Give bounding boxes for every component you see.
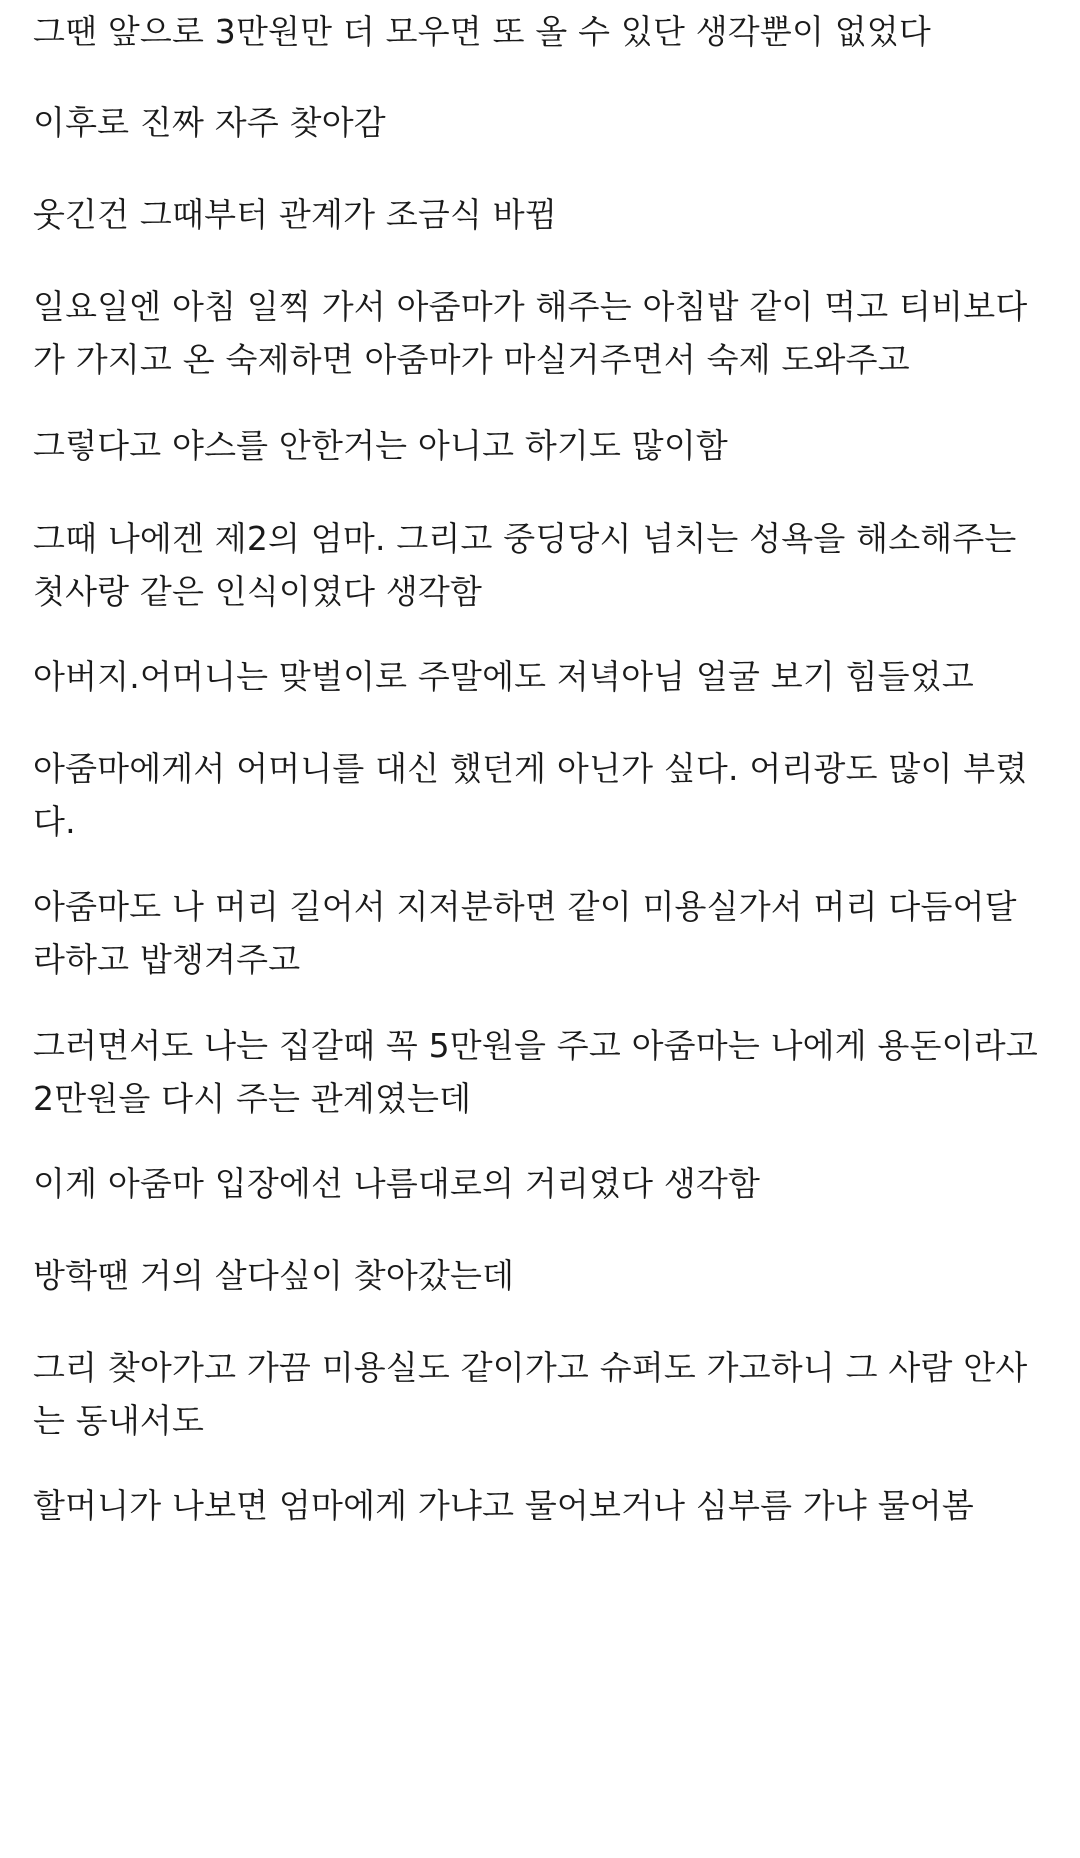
paragraph-line: 그땐 앞으로 3만원만 더 모우면 또 올 수 있단 생각뿐이 없었다 [33,12,931,51]
paragraph [33,880,1053,986]
paragraph-line: 그렇다고 야스를 안한거는 아니고 하기도 많이함 [33,426,729,465]
paragraph-line: 웃긴건 그때부터 관계가 조금식 바뀜 [33,195,557,234]
paragraph [33,650,1053,703]
paragraph [33,1157,1053,1210]
paragraph [33,512,1053,618]
paragraph [33,419,1053,472]
paragraph-line: 아줌마에게서 어머니를 대신 했던게 아닌가 싶다. 어리광도 많이 부렸 [33,749,1028,788]
paragraph-line: 할머니가 나보면 엄마에게 가냐고 물어보거나 심부름 가냐 물어봄 [33,1486,974,1525]
paragraph [33,1341,1053,1447]
paragraph-line: 2만원을 다시 주는 관계였는데 [33,1079,472,1118]
paragraph [33,188,1053,241]
paragraph-line: 라하고 밥챙겨주고 [33,940,301,979]
paragraph-line: 첫사랑 같은 인식이였다 생각함 [33,572,483,611]
paragraph [33,1479,1053,1532]
paragraph-line: 이후로 진짜 자주 찾아감 [33,103,386,142]
paragraph [33,280,1053,386]
paragraph [33,1019,1053,1125]
paragraph [33,96,1053,149]
paragraph-line: 그러면서도 나는 집갈때 꼭 5만원을 주고 아줌마는 나에게 용돈이라고 [33,1026,1038,1065]
paragraph-line: 이게 아줌마 입장에선 나름대로의 거리였다 생각함 [33,1164,761,1203]
paragraph-line: 그리 찾아가고 가끔 미용실도 같이가고 슈퍼도 가고하니 그 사람 안사 [33,1348,1028,1387]
paragraph-line: 그때 나에겐 제2의 엄마. 그리고 중딩당시 넘치는 성욕을 해소해주는 [33,519,1017,558]
paragraph-line: 다. [33,802,76,841]
paragraph-line: 아버지.어머니는 맞벌이로 주말에도 저녁아님 얼굴 보기 힘들었고 [33,657,974,696]
paragraph [33,742,1053,848]
paragraph-line: 일요일엔 아침 일찍 가서 아줌마가 해주는 아침밥 같이 먹고 티비보다 [33,287,1028,326]
paragraph-line: 는 동내서도 [33,1401,205,1440]
paragraph-line: 방학땐 거의 살다싶이 찾아갔는데 [33,1256,515,1295]
paragraph-line: 아줌마도 나 머리 길어서 지저분하면 같이 미용실가서 머리 다듬어달 [33,887,1017,926]
paragraph [33,5,1053,58]
paragraph-line: 가 가지고 온 숙제하면 아줌마가 마실거주면서 숙제 도와주고 [33,340,910,379]
paragraph [33,1249,1053,1302]
